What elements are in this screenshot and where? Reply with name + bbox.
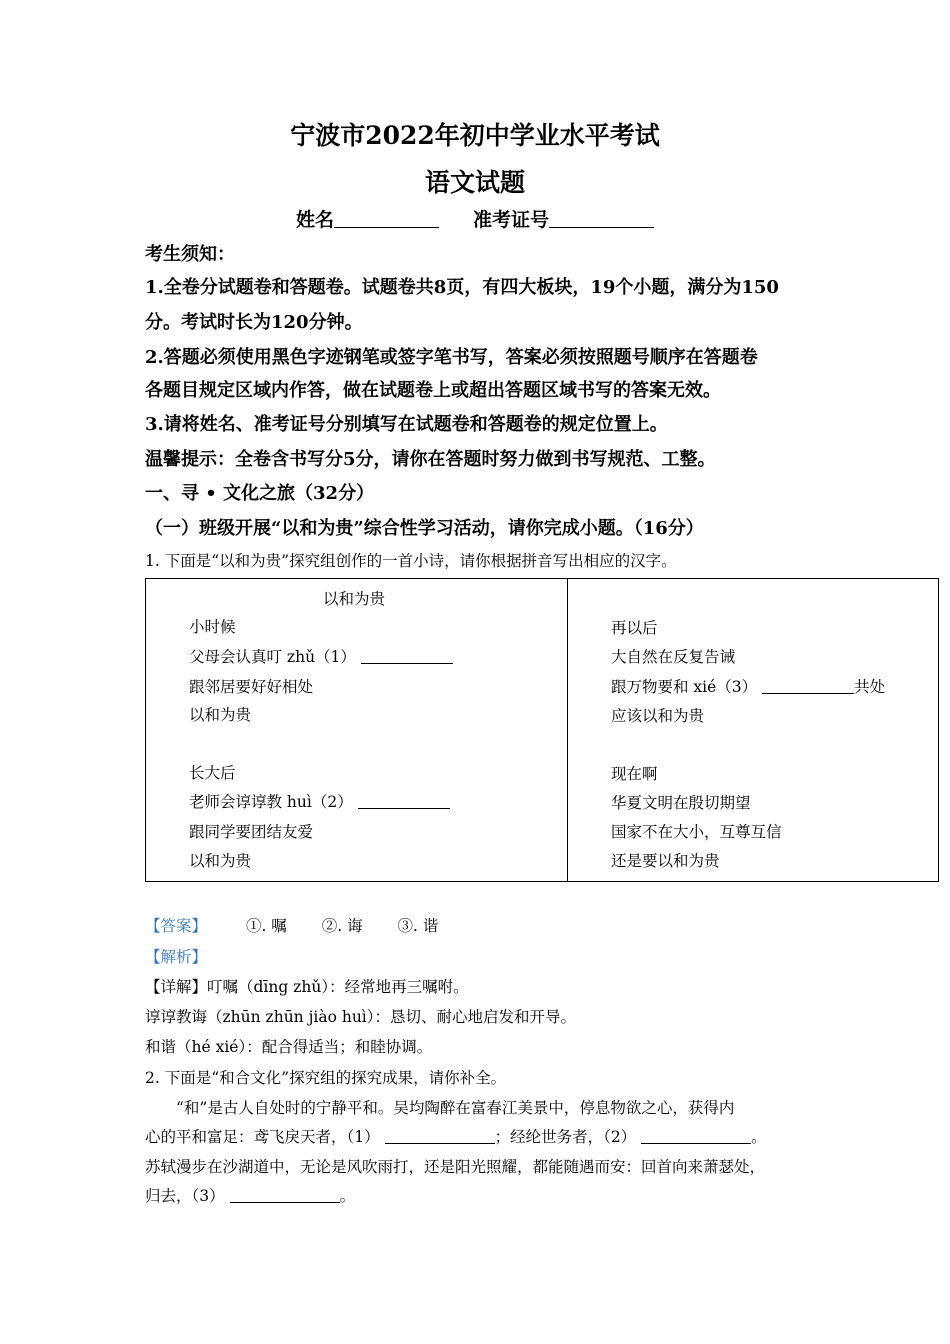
notice-item-1-line-1: 1.全卷分试题卷和答题卷。试题卷共8页，有四大板块，19个小题，满分为150 [145,277,779,298]
detail-line-3: 和谐（hé xié）：配合得适当；和睦协调。 [145,1038,433,1056]
question-2-line-4: 归去，（3） 。 [145,1187,356,1205]
name-label: 姓名 [295,209,334,231]
fill-blank-1[interactable] [385,1127,495,1144]
answer-2: ②. 诲 [321,917,363,935]
poem-right-line: 还是要以和为贵 [611,852,720,870]
name-blank[interactable] [334,209,439,228]
analysis-label: 【解析】 [145,948,208,966]
poem-left-line: 以和为贵 [189,852,252,870]
poem-right-line: 国家不在大小，互尊互信 [611,823,782,841]
detail-line-2: 谆谆教诲（zhūn zhūn jiào huì）：恳切、耐心地启发和开导。 [145,1008,577,1026]
question-2-line-3: 苏轼漫步在沙湖道中，无论是风吹雨打，还是阳光照耀，都能随遇而安：回首向来萧瑟处， [145,1158,766,1176]
poem-right-line: 再以后 [611,619,658,637]
poem-left-line: 小时候 [189,618,236,636]
notice-tip: 温馨提示：全卷含书写分5分，请你在答题时努力做到书写规范、工整。 [145,449,716,470]
poem-left-line: 父母会认真叮 zhǔ（1） [189,645,453,667]
poem-divider [567,579,568,881]
answer-row [145,914,438,936]
poem-title: 以和为贵 [323,590,386,608]
question-2-line-1: “和”是古人自处时的宁静平和。吴均陶醉在富春江美景中，停息物欲之心，获得内 [176,1099,735,1117]
section-1-heading: 一、寻 • 文化之旅（32分） [145,483,375,504]
exam-id-blank[interactable] [549,209,654,228]
exam-subtitle: 语文试题 [424,168,525,197]
answer-blank-3[interactable] [762,677,854,694]
candidate-info-row [0,205,950,232]
fill-blank-3[interactable] [230,1186,340,1203]
poem-left-line: 以和为贵 [189,706,252,724]
notice-item-3: 3.请将姓名、准考证号分别填写在试题卷和答题卷的规定位置上。 [145,414,668,435]
question-1-prompt: 1. 下面是“以和为贵”探究组创作的一首小诗，请你根据拼音写出相应的汉字。 [145,552,677,570]
answer-blank-1[interactable] [361,647,453,664]
poem-left-line: 老师会谆谆教 huì（2） [189,790,450,812]
poem-right-line: 华夏文明在殷切期望 [611,794,751,812]
poem-right-line: 大自然在反复告诫 [611,648,736,666]
notice-item-2-line-1: 2.答题必须使用黑色字迹钢笔或签字笔书写，答案必须按照题号顺序在答题卷 [145,347,758,368]
poem-left-line: 跟邻居要好好相处 [189,678,314,696]
poem-box [145,578,939,882]
poem-left-line: 跟同学要团结友爱 [189,823,314,841]
exam-title: 宁波市2022年初中学业水平考试 [290,121,660,150]
notice-heading: 考生须知： [145,244,235,265]
answer-label: 【答案】 [145,917,208,935]
fill-blank-2[interactable] [641,1127,751,1144]
poem-right-line: 现在啊 [611,765,658,783]
poem-left-line: 长大后 [189,764,236,782]
detail-line-1: 【详解】叮嘱（dīng zhǔ）：经常地再三嘱咐。 [145,978,469,996]
notice-item-2-line-2: 各题目规定区域内作答，做在试题卷上或超出答题区域书写的答案无效。 [145,380,721,401]
exam-id-label: 准考证号 [473,209,550,231]
answer-3: ③. 谐 [397,917,439,935]
answer-1: ①. 嘱 [245,917,287,935]
question-2-prompt: 2. 下面是“和合文化”探究组的探究成果，请你补全。 [145,1069,507,1087]
poem-right-line: 应该以和为贵 [611,707,705,725]
part-1-heading: （一）班级开展“以和为贵”综合性学习活动，请你完成小题。（16分） [145,518,704,539]
question-2-line-2: 心的平和富足：鸢飞戾天者，（1） ；经纶世务者，（2） 。 [145,1128,767,1146]
notice-item-1-line-2: 分。考试时长为120分钟。 [145,312,363,333]
poem-right-line: 跟万物要和 xié（3） 共处 [611,678,886,696]
answer-blank-2[interactable] [358,792,450,809]
